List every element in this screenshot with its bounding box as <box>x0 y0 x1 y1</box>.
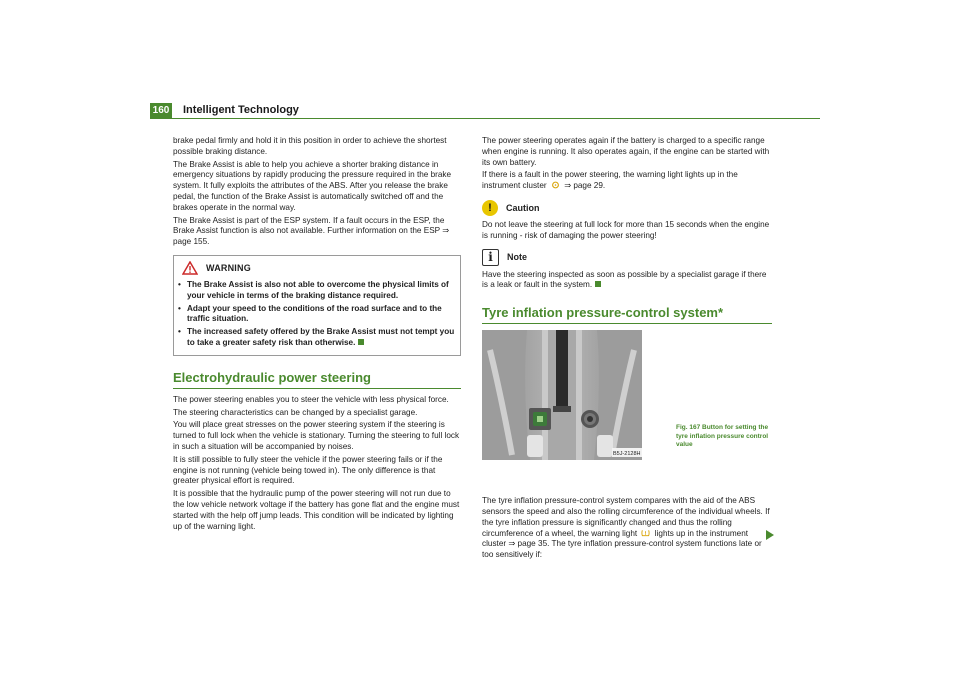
paragraph-text: If there is a fault in the power steering, the warning light lights up in the instrument cluster <box>482 170 738 191</box>
info-note-icon: i <box>482 249 499 266</box>
end-mark-icon <box>358 339 364 345</box>
left-column <box>173 136 461 534</box>
section-title-power-steering: Electrohydraulic power steering <box>173 370 461 389</box>
bullet-icon: • <box>178 279 181 289</box>
paragraph <box>482 170 772 192</box>
right-column <box>482 136 772 563</box>
button-illustration <box>482 330 642 460</box>
page-header <box>150 103 820 119</box>
warning-item <box>178 327 456 349</box>
paragraph: It is still possible to fully steer the vehicle if the power steering fails or if the engine is not running (vehicle being towed in). The only difference is that greater physical effort is required. <box>173 454 443 486</box>
warning-box <box>173 255 461 356</box>
note-text-body: Have the steering inspected as soon as possible by a specialist garage if there is a leak or fault in the system. <box>482 269 767 290</box>
caution-text: Do not leave the steering at full lock for more than 15 seconds when the engine is running - risk of damaging the power steering! <box>482 219 770 240</box>
page-reference: ⇒ page 29. <box>564 181 606 191</box>
page-number: 160 <box>150 103 172 119</box>
warning-triangle-icon <box>182 261 198 275</box>
paragraph: The Brake Assist is able to help you achieve a shorter braking distance in emergency situations by rapidly producing the pressure required in the brake system. It fully exploits the attributes of the ABS. After you release the brake pedal, the function of the Brake Assist is automatically switched off and the brakes operate in the normal way. <box>173 159 452 212</box>
chapter-title: Intelligent Technology <box>183 104 299 116</box>
paragraph: The Brake Assist is part of the ESP system. If a fault occurs in the ESP, the Brake Assist function is also not available. Further information on the ESP ⇒ page 155. <box>173 215 450 247</box>
paragraph-text: The tyre inflation pressure-control system compares with the aid of the ABS sensors the speed and also the rolling circumference of the individual wheels. If the tyre inflation pressure is significantly changed and thus the rolling circumference of a wheel, the warning light <box>482 496 770 538</box>
bullet-icon: • <box>178 303 181 313</box>
paragraph: The power steering enables you to steer the vehicle with less physical force. <box>173 394 449 404</box>
note-title: Note <box>507 252 527 263</box>
warning-item-text: Adapt your speed to the conditions of the road surface and to the traffic situation. <box>187 303 442 324</box>
caution-icon: ! <box>482 200 498 216</box>
warning-item-text: The Brake Assist is also not able to overcome the physical limits of your vehicle in terms of the braking distance required. <box>187 279 449 300</box>
warning-item-text-body: The increased safety offered by the Brake Assist must not tempt you to take a greater safety risk than otherwise. <box>187 327 455 347</box>
warning-header <box>178 260 456 276</box>
paragraph <box>482 496 772 561</box>
warning-item <box>178 304 456 326</box>
figure-caption: Fig. 167 Button for setting the tyre inflation pressure control value <box>676 424 769 449</box>
continue-arrow-icon <box>765 530 775 540</box>
steering-warning-light-icon <box>551 181 560 189</box>
paragraph-text: lights up in the instrument cluster ⇒ page 35. The tyre inflation pressure-control system functions late or too sensitively if: <box>482 528 762 560</box>
section-title-tyre-pressure: Tyre inflation pressure-control system* <box>482 305 772 324</box>
paragraph: The power steering operates again if the battery is charged to a specific range when engine is running. It also operates again, if the engine can be started with its own battery. <box>482 136 770 167</box>
figure-code: B5J-2128H <box>613 451 641 458</box>
note-text <box>482 270 772 292</box>
figure-167 <box>482 330 772 488</box>
caution-header <box>482 198 772 218</box>
warning-item-text <box>187 327 456 349</box>
bullet-icon: • <box>178 327 181 337</box>
caution-title: Caution <box>506 202 540 213</box>
tyre-pressure-warning-light-icon <box>641 529 650 537</box>
paragraph: You will place great stresses on the power steering system if the steering is turned to full lock when the vehicle is stationary. Turning the steering to full lock in such a situation will be accompanied by noises. <box>173 420 460 451</box>
paragraph: brake pedal firmly and hold it in this position in order to achieve the shortest possible braking distance. <box>173 136 447 156</box>
warning-title: WARNING <box>206 262 251 273</box>
note-header <box>482 248 772 268</box>
warning-item <box>178 280 456 302</box>
end-mark-icon <box>595 281 601 287</box>
header-rule <box>172 118 820 119</box>
paragraph: The steering characteristics can be changed by a specialist garage. <box>173 407 418 417</box>
paragraph: It is possible that the hydraulic pump of the power steering will not run due to the low vehicle network voltage if the battery has gone flat and the engine must started with the help off jump leads. This condition will be indicated by lighting up of the warning light. <box>173 489 460 531</box>
